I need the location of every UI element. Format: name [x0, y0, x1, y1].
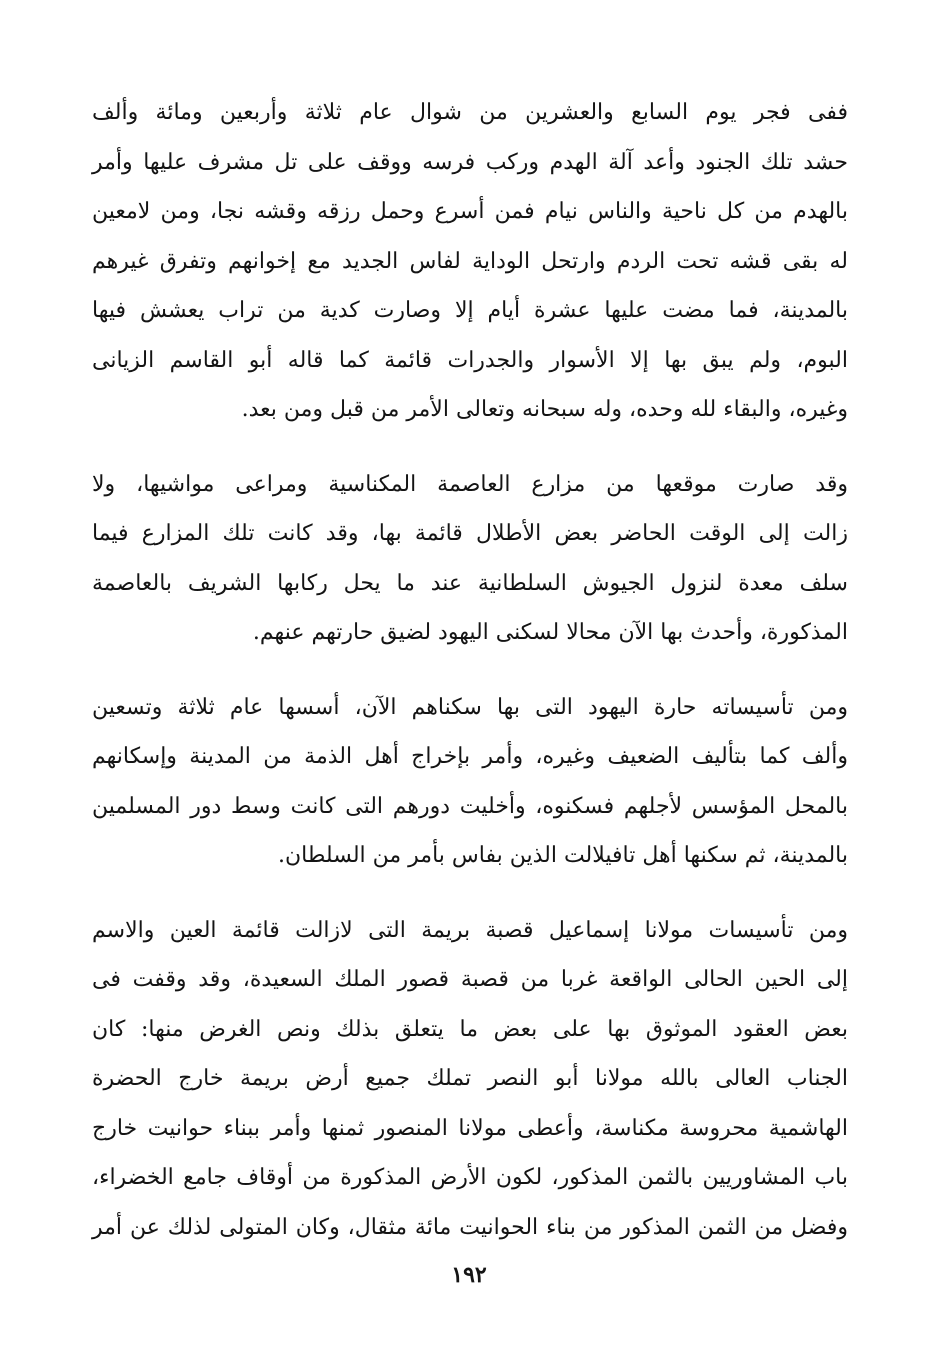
text-line: حشد تلك الجنود وأعد آلة الهدم وركب فرسه ووقف على تل مشرف عليها وأمر: [92, 149, 848, 175]
text-line: بالمدينة، فما مضت عليها عشرة أيام إلا وصارت كدية من تراب يعشش فيها: [92, 298, 848, 323]
paragraph-2: [92, 460, 848, 658]
text-line: زالت إلى الوقت الحاضر بعض الأطلال قائمة بها، وقد كانت تلك المزارع فيما: [92, 521, 848, 546]
text-line: المذكورة، وأحدث بها الآن محالا لسكنى اليهود لضيق حارتهم عنهم.: [252, 620, 848, 645]
text-line: بالهدم من كل ناحية والناس نيام فمن أسرع وحمل رزقه وقشه نجا، ومن لامعين: [92, 199, 848, 224]
text-line: باب المشاوريين بالثمن المذكور، لكون الأرض المذكورة من أوقاف جامع الخضراء،: [92, 1165, 848, 1190]
text-line: سلف معدة لنزول الجيوش السلطانية عند ما يحل ركابها الشريف بالعاصمة: [92, 570, 848, 596]
page-number: ١٩٢: [451, 1262, 487, 1288]
text-line: الجناب العالى بالله مولانا أبو النصر تملك جميع أرض بريمة خارج الحضرة: [92, 1066, 848, 1091]
text-line: إلى الحين الحالى الواقعة غربا من قصبة قصور الملك السعيدة، وقد وقفت فى: [92, 967, 848, 992]
page-body: [92, 88, 848, 1252]
text-line: وغيره، والبقاء لله وحده، وله سبحانه وتعالى الأمر من قبل ومن بعد.: [241, 397, 848, 422]
paragraph-4: [92, 906, 848, 1253]
text-line: الهاشمية محروسة مكناسة، وأعطى مولانا المنصور ثمنها وأمر ببناء حوانيت خارج: [92, 1115, 848, 1141]
paragraph-3: [92, 683, 848, 881]
text-line: وفضل من الثمن المذكور من بناء الحوانيت مائة مثقال، وكان المتولى لذلك عن أمر: [92, 1214, 848, 1240]
paragraph-1: [92, 88, 848, 435]
text-line: ومن تأسيسات مولانا إسماعيل قصبة بريمة التى لازالت قائمة العين والاسم: [92, 917, 848, 943]
text-line: البوم، ولم يبق بها إلا الأسوار والجدرات قائمة كما قاله أبو القاسم الزيانى: [92, 347, 848, 373]
text-line: وألف كما بتأليف الضعيف وغيره، وأمر بإخراج أهل الذمة من المدينة وإسكانهم: [92, 744, 848, 769]
text-line: بالمحل المؤسس لأجلهم فسكنوه، وأخليت دورهم التى كانت وسط دور المسلمين: [92, 793, 848, 819]
text-line: وقد صارت موقعها من مزارع العاصمة المكناسية ومراعى مواشيها، ولا: [92, 471, 848, 497]
text-line: ففى فجر يوم السابع والعشرين من شوال عام ثلاثة وأربعين ومائة وألف: [92, 100, 848, 125]
text-line: بعض العقود الموثوق بها على بعض ما يتعلق بذلك ونص الغرض منها: كان: [92, 1016, 848, 1042]
text-line: ومن تأسيساته حارة اليهود التى بها سكناهم الآن، أسسها عام ثلاثة وتسعين: [92, 694, 848, 720]
text-line: بالمدينة، ثم سكنها أهل تافيلالت الذين بفاس بأمر من السلطان.: [278, 843, 848, 868]
text-line: له بقى قشه تحت الردم وارتحل الوداية لفاس الجديد مع إخوانهم وتفرق غيرهم: [92, 248, 848, 274]
